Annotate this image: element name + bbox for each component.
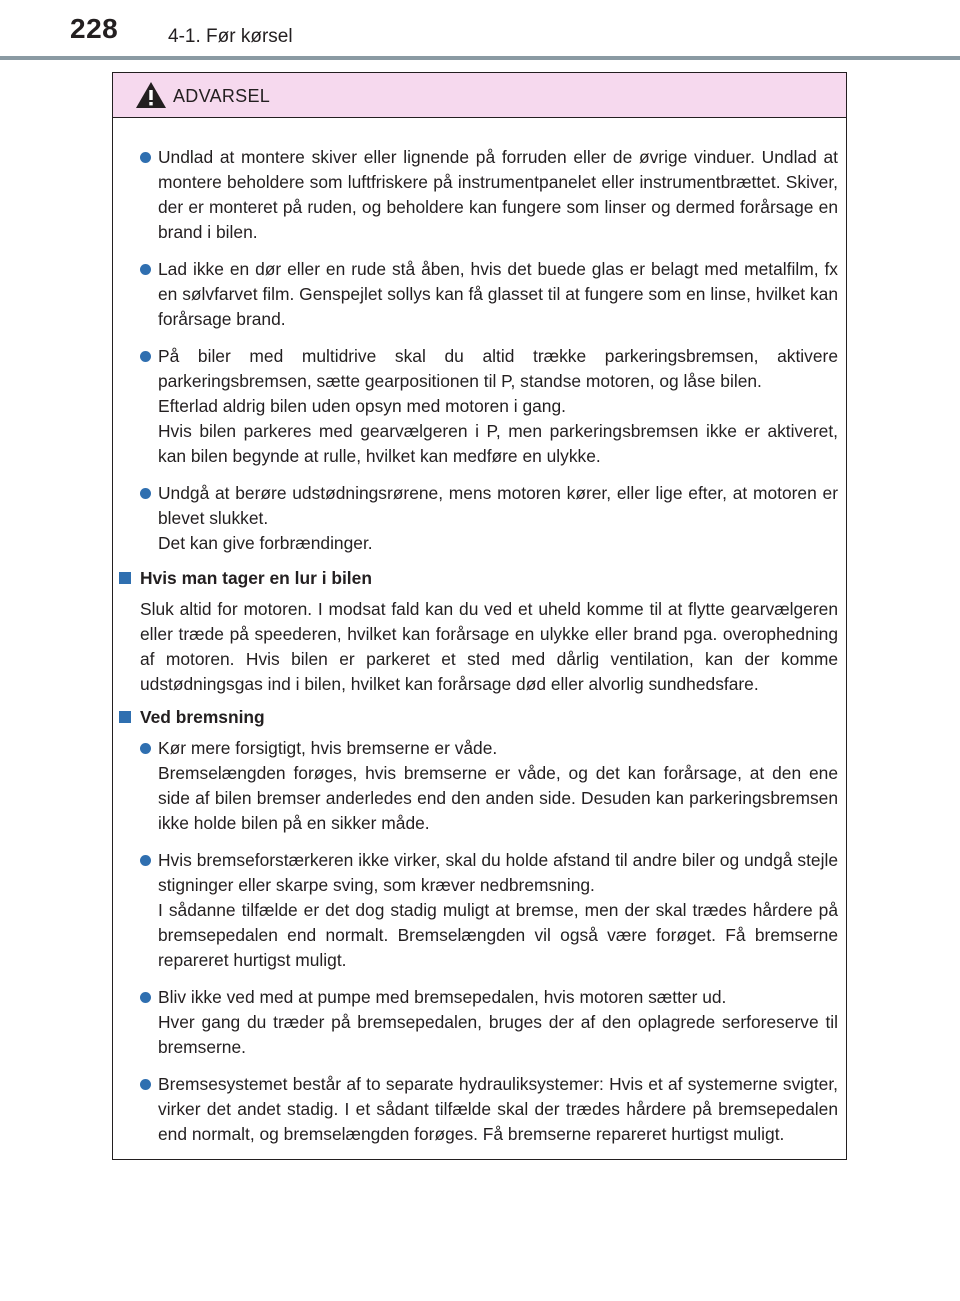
bullet-text: På biler med multidrive skal du altid trække parkeringsbremsen, aktivere parkeringsbremsen, sætte gearpositionen til P, standse motoren, og låse bilen.: [158, 346, 838, 391]
bullet-text: Bremsesystemet består af to separate hydrauliksystemer: Hvis et af systemerne svigter, virker det andet stadig. I et sådant tilfælde skal der trædes hårdere på bremsepedalen end normalt, og bremselængden forøges. Få bremserne repareret hurtigst muligt.: [158, 1074, 838, 1144]
bullet-text: Hver gang du træder på bremsepedalen, bruges der af den oplagrede serforeserve til bremserne.: [158, 1012, 838, 1057]
warning-box: [112, 72, 847, 1160]
bullet-text: Efterlad aldrig bilen uden opsyn med motoren i gang.: [158, 396, 566, 416]
heading-text: Hvis man tager en lur i bilen: [140, 568, 372, 588]
paragraph-text: Sluk altid for motoren. I modsat fald kan du ved et uheld komme til at flytte gearvælgeren eller træde på speederen, hvilket kan forårsage en ulykke eller brand pga. overophedning af motoren. Hvis bilen er parkeret et sted med dårlig ventilation, kan der komme udstødningsgas ind i bilen, hvilket kan forårsage død eller alvorlig sundhedsfare.: [140, 599, 838, 694]
page-header: [0, 0, 960, 47]
warning-header: [113, 73, 846, 118]
bullet-text: Undlad at montere skiver eller lignende på forruden eller de øvrige vinduer. Undlad at montere beholdere som luftfriskere på instrumentpanelet eller instrumentbrættet. Skiver, der er monteret på ruden, og beholdere kan fungere som linser og dermed forårsage en brand i bilen.: [158, 147, 838, 242]
nap-section-text: [113, 597, 846, 697]
page-number: 228: [70, 13, 119, 44]
bullet-dot-icon: [140, 152, 151, 163]
bullet-text: Undgå at berøre udstødningsrørene, mens motoren kører, eller lige efter, at motoren er blevet slukket.: [158, 483, 838, 528]
bullet-text: Hvis bilen parkeres med gearvælgeren i P, men parkeringsbremsen ikke er aktiveret, kan bilen begynde at rulle, hvilket kan medføre en ulykke.: [158, 421, 838, 466]
bullet-text: Hvis bremseforstærkeren ikke virker, skal du holde afstand til andre biler og undgå stejle stigninger eller skarpe sving, som kræver nedbremsning.: [158, 850, 838, 895]
brake-bullet: [113, 848, 846, 973]
bullet-dot-icon: [140, 743, 151, 754]
square-bullet-icon: [119, 572, 131, 584]
brake-bullet: [113, 1072, 846, 1147]
section-title: 4-1. Før kørsel: [168, 26, 293, 47]
heading-text: Ved bremsning: [140, 707, 265, 727]
brake-section-heading: [113, 705, 846, 730]
warning-bullet: [113, 481, 846, 556]
warning-title: ADVARSEL: [173, 86, 271, 106]
square-bullet-icon: [119, 711, 131, 723]
bullet-dot-icon: [140, 488, 151, 499]
brake-section-list: [113, 736, 846, 1147]
bullet-dot-icon: [140, 351, 151, 362]
header-divider: [0, 56, 960, 60]
warning-bullet: [113, 344, 846, 469]
bullet-text: Kør mere forsigtigt, hvis bremserne er våde.: [158, 738, 498, 758]
nap-section-heading: [113, 566, 846, 591]
bullet-dot-icon: [140, 1079, 151, 1090]
bullet-dot-icon: [140, 855, 151, 866]
brake-bullet: [113, 985, 846, 1060]
bullet-text: I sådanne tilfælde er det dog stadig muligt at bremse, men der skal trædes hårdere på bremsepedalen end normalt. Bremselængden vil også være forøget. Få bremserne repareret hurtigst muligt.: [158, 900, 838, 970]
warning-bullet: [113, 257, 846, 332]
warning-triangle-icon: [135, 81, 167, 109]
warning-bullet: [113, 145, 846, 245]
bullet-text: Bremselængden forøges, hvis bremserne er våde, og det kan forårsage, at den ene side af bilen bremser anderledes end den anden side. Desuden kan parkeringsbremsen ikke holde bilen på en sikker måde.: [158, 763, 838, 833]
bullet-text: Bliv ikke ved med at pumpe med bremsepedalen, hvis motoren sætter ud.: [158, 987, 727, 1007]
bullet-dot-icon: [140, 264, 151, 275]
warning-content: [113, 145, 846, 1159]
brake-bullet: [113, 736, 846, 836]
bullet-text: Det kan give forbrændinger.: [158, 533, 373, 553]
bullet-dot-icon: [140, 992, 151, 1003]
bullet-text: Lad ikke en dør eller en rude stå åben, hvis det buede glas er belagt med metalfilm, fx en sølvfarvet film. Genspejlet sollys kan få glasset til at fungere som en linse, hvilket kan forårsage brand.: [158, 259, 838, 329]
